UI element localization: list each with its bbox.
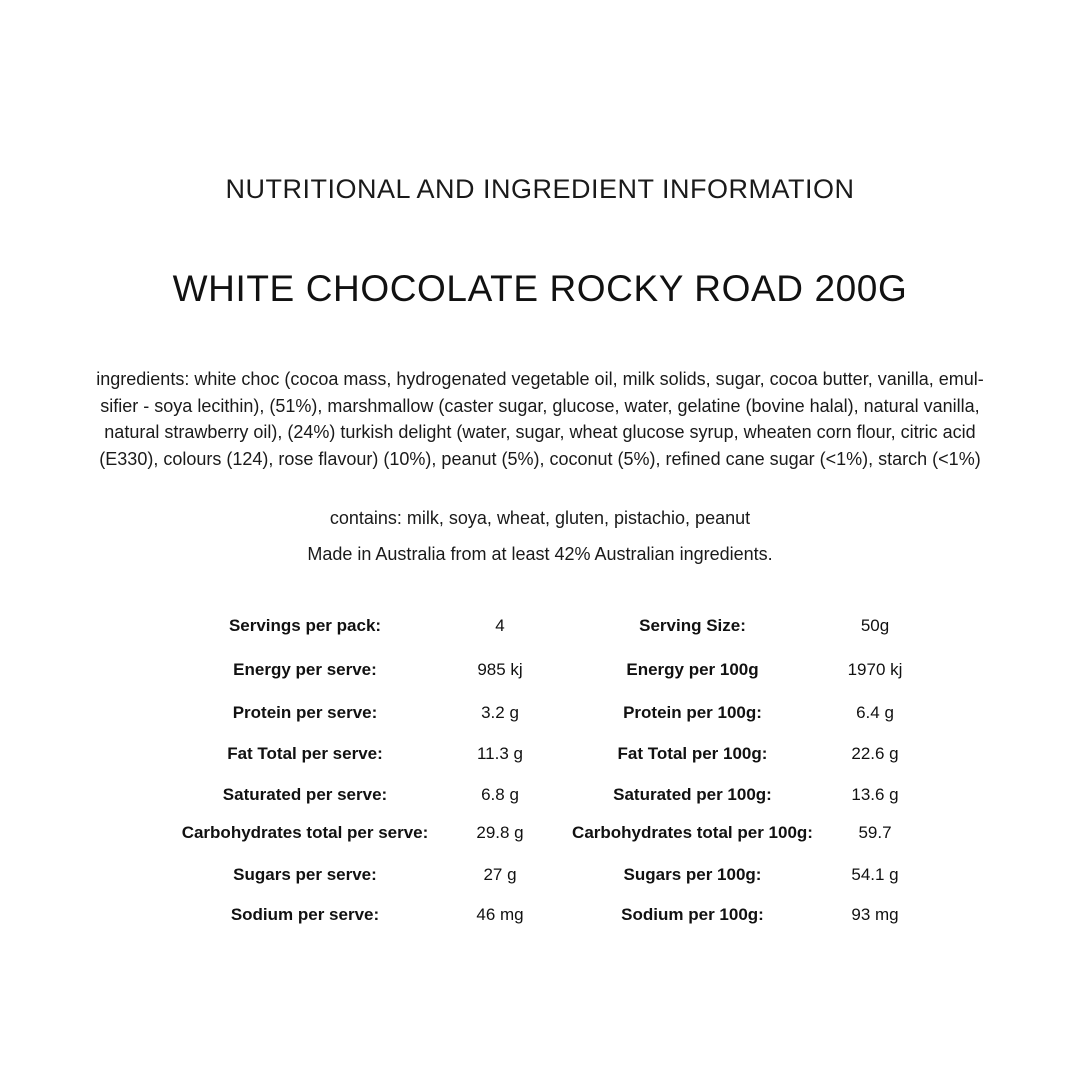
per-serve-label: Saturated per serve: — [222, 785, 388, 804]
product-title: WHITE CHOCOLATE ROCKY ROAD 200G — [172, 268, 908, 309]
per-serve-label: Carbohydrates total per serve: — [181, 823, 429, 842]
ingredients-line: sifier - soya lecithin), (51%), marshmallow (caster sugar, glucose, water, gelatine (bovine halal), natural vanilla, — [100, 395, 980, 416]
per-serve-label: Sodium per serve: — [230, 905, 380, 924]
per-serve-label: Servings per pack: — [228, 616, 382, 635]
per-100g-value: 6.4 g — [856, 703, 894, 722]
per-serve-value: 985 kj — [477, 660, 523, 679]
ingredients-line: natural strawberry oil), (24%) turkish delight (water, sugar, wheat glucose syrup, wheaten corn flour, citric acid — [104, 422, 976, 442]
per-100g-label: Sugars per 100g: — [623, 865, 762, 884]
allergen-statement: contains: milk, soya, wheat, gluten, pistachio, peanut — [329, 508, 751, 528]
per-serve-value: 3.2 g — [481, 703, 519, 722]
per-100g-label: Fat Total per 100g: — [617, 744, 768, 763]
per-serve-value: 6.8 g — [481, 785, 519, 804]
per-serve-label: Fat Total per serve: — [227, 744, 383, 763]
per-100g-label: Protein per 100g: — [623, 703, 762, 722]
per-100g-label: Saturated per 100g: — [613, 785, 772, 804]
nutrition-row — [0, 823, 1080, 847]
nutrition-row — [0, 660, 1080, 684]
per-serve-value: 4 — [495, 616, 505, 635]
nutrition-row — [0, 905, 1080, 929]
per-100g-label: Carbohydrates total per 100g: — [572, 823, 813, 842]
ingredients-line: (E330), colours (124), rose flavour) (10%), peanut (5%), coconut (5%), refined cane sugar (<1%), starch (<1%) — [99, 448, 981, 469]
per-100g-label: Energy per 100g — [626, 660, 759, 679]
per-100g-value: 13.6 g — [851, 785, 899, 804]
per-100g-value: 59.7 — [858, 823, 892, 842]
nutrition-row — [0, 616, 1080, 640]
per-100g-value: 54.1 g — [851, 865, 899, 884]
per-serve-value: 11.3 g — [476, 744, 523, 763]
nutrition-row — [0, 785, 1080, 809]
per-serve-label: Sugars per serve: — [233, 865, 377, 884]
per-serve-label: Energy per serve: — [233, 660, 377, 679]
per-serve-label: Protein per serve: — [232, 703, 378, 722]
per-100g-value: 22.6 g — [851, 744, 899, 763]
nutrition-row — [0, 744, 1080, 768]
per-serve-value: 27 g — [483, 865, 517, 884]
per-100g-value: 1970 kj — [847, 660, 903, 679]
per-serve-value: 29.8 g — [476, 823, 524, 842]
per-100g-label: Serving Size: — [639, 616, 746, 635]
per-serve-value: 46 mg — [476, 905, 524, 924]
origin-statement: Made in Australia from at least 42% Australian ingredients. — [307, 544, 773, 564]
page-heading: NUTRITIONAL AND INGREDIENT INFORMATION — [225, 174, 855, 204]
nutrition-row — [0, 865, 1080, 889]
ingredients-line: ingredients: white choc (cocoa mass, hydrogenated vegetable oil, milk solids, sugar, cocoa butter, vanilla, emul- — [96, 369, 984, 389]
per-100g-value: 93 mg — [851, 905, 899, 924]
nutrition-row — [0, 703, 1080, 727]
per-100g-value: 50g — [860, 616, 890, 635]
per-100g-label: Sodium per 100g: — [621, 905, 764, 924]
